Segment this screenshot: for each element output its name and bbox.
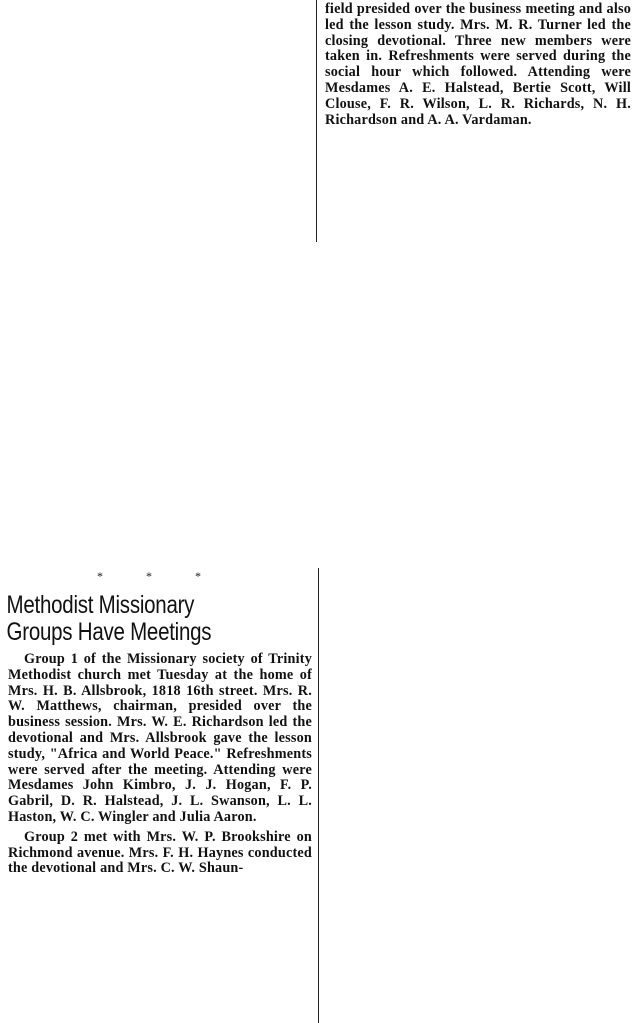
article-paragraph-1: Group 1 of the Missionary society of Trinity Methodist church met Tuesday at the home of Mrs. H. B. Allsbrook, 1818 16th street. Mrs. R. W. Matthews, chairman, presided over the business session. Mrs. W. E. Richardson led the devotional and Mrs. Allsbrook gave the lesson study, "Africa and World Peace." Refreshments were served after the meeting. Attending were Mesdames John Kimbro, J. J. Hogan, F. P. Gabril, D. R. Halstead, J. L. Swanson, L. L. Haston, W. C. Wingler and Julia Aaron. — [8, 651, 312, 825]
headline-line-1: Methodist Missionary — [6, 591, 195, 619]
article-paragraph-2: Group 2 met with Mrs. W. P. Brookshire on Richmond avenue. Mrs. F. H. Haynes conducted the devotional and Mrs. C. W. Shaun- — [8, 828, 312, 877]
section-ornament: * * * — [97, 569, 221, 583]
article-column — [0, 568, 319, 1023]
headline-line-2: Groups Have Meetings — [6, 618, 212, 646]
continued-paragraph: field presided over the business meeting and also led the lesson study. Mrs. M. R. Turner led the closing devotional. Three new members were taken in. Refreshments were served during the social hour which followed. Attending were Mesdames A. E. Halstead, Bertie Scott, Will Clouse, F. R. Wilson, L. R. Richards, N. H. Richardson and A. A. Vardaman. — [325, 1, 631, 128]
article-body — [0, 652, 318, 877]
continued-column — [316, 0, 637, 242]
article-headline — [0, 592, 318, 646]
continued-article-text — [317, 0, 637, 128]
